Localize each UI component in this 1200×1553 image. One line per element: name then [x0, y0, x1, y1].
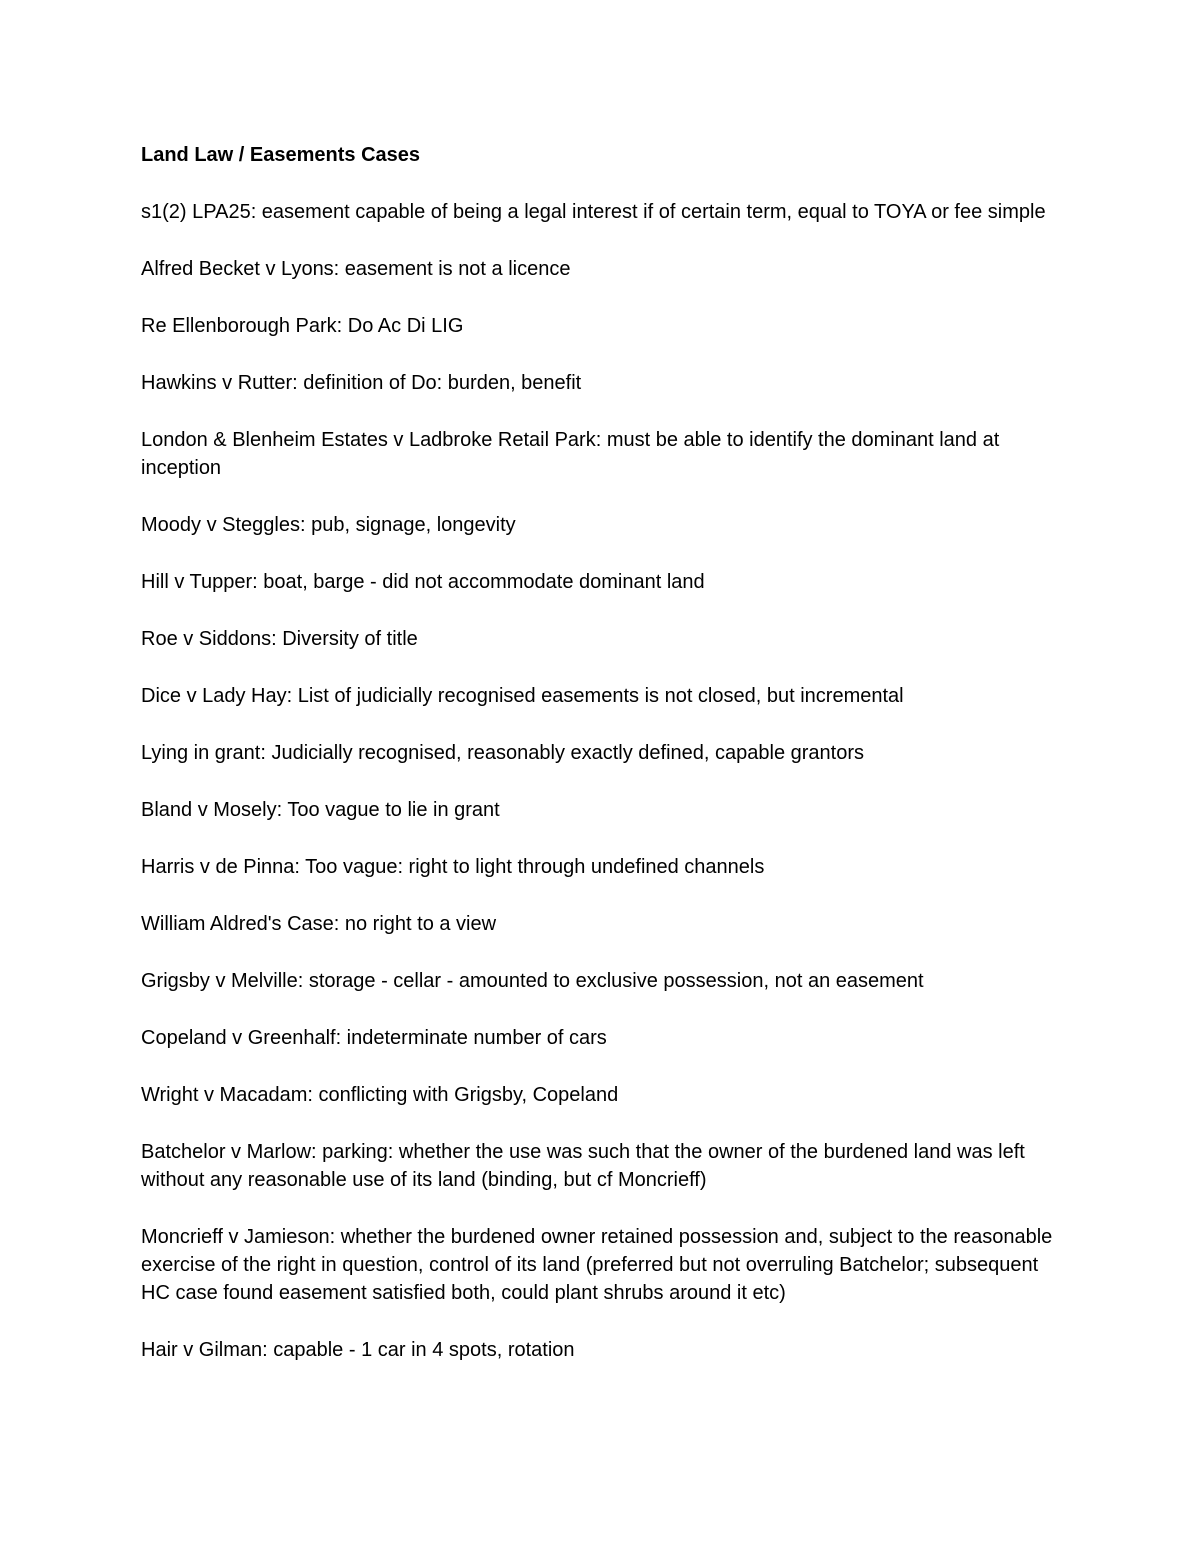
entry-alfred-becket: Alfred Becket v Lyons: easement is not a licence	[141, 258, 571, 280]
entry-harris-de-pinna: Harris v de Pinna: Too vague: right to light through undefined channels	[141, 856, 765, 878]
entry-lpa25: s1(2) LPA25: easement capable of being a legal interest if of certain term, equal to TOYA or fee simple	[141, 201, 1046, 223]
entry-roe-siddons: Roe v Siddons: Diversity of title	[141, 628, 418, 650]
entry-london-blenheim: London & Blenheim Estates v Ladbroke Retail Park: must be able to identify the dominant land at inception	[141, 429, 1000, 479]
entry-william-aldred: William Aldred's Case: no right to a view	[141, 913, 497, 935]
entry-bland-mosely: Bland v Mosely: Too vague to lie in grant	[141, 799, 500, 821]
entry-hill-tupper: Hill v Tupper: boat, barge - did not accommodate dominant land	[141, 571, 705, 593]
entry-lying-in-grant: Lying in grant: Judicially recognised, reasonably exactly defined, capable grantors	[141, 742, 865, 764]
entry-dice-lady-hay: Dice v Lady Hay: List of judicially recognised easements is not closed, but incremental	[141, 685, 904, 707]
entry-hawkins-rutter: Hawkins v Rutter: definition of Do: burden, benefit	[141, 372, 582, 394]
entry-wright-macadam: Wright v Macadam: conflicting with Grigsby, Copeland	[141, 1084, 619, 1106]
document-body	[141, 141, 1061, 1393]
document-title: Land Law / Easements Cases	[141, 144, 421, 166]
entry-hair-gilman: Hair v Gilman: capable - 1 car in 4 spots, rotation	[141, 1339, 575, 1361]
entry-grigsby-melville: Grigsby v Melville: storage - cellar - amounted to exclusive possession, not an easement	[141, 970, 924, 992]
entry-moody-steggles: Moody v Steggles: pub, signage, longevity	[141, 514, 516, 536]
entry-moncrieff-jamieson: Moncrieff v Jamieson: whether the burdened owner retained possession and, subject to the reasonable exercise of the right in question, control of its land (preferred but not overruling Batchelor; subsequent HC case found easement satisfied both, could plant shrubs around it etc)	[141, 1226, 1053, 1304]
entry-batchelor-marlow: Batchelor v Marlow: parking: whether the use was such that the owner of the burdened land was left without any reasonable use of its land (binding, but cf Moncrieff)	[141, 1141, 1025, 1191]
entry-copeland-greenhalf: Copeland v Greenhalf: indeterminate number of cars	[141, 1027, 607, 1049]
entry-ellenborough-park: Re Ellenborough Park: Do Ac Di LIG	[141, 315, 464, 337]
